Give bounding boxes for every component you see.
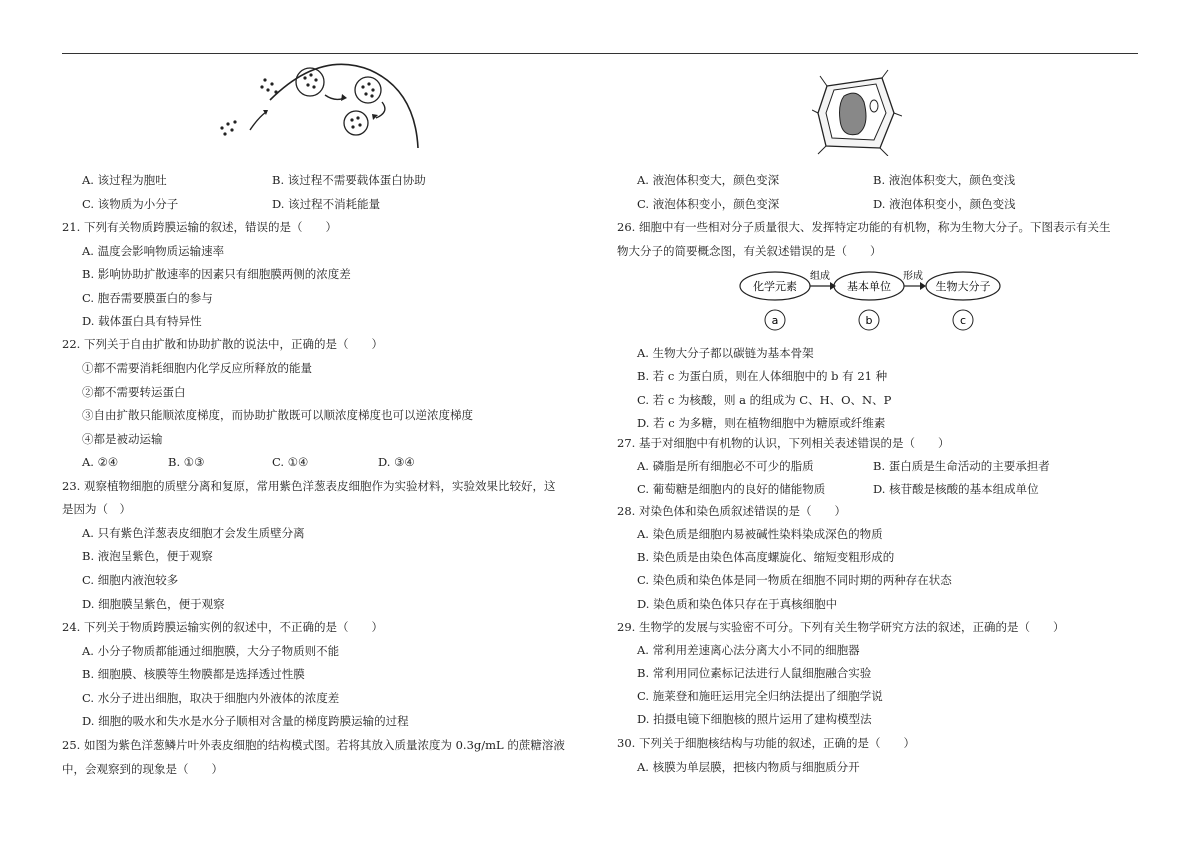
q29-option-b: B. 常利用同位素标记法进行人鼠细胞融合实验 <box>637 666 872 680</box>
q21-option-a: A. 温度会影响物质运输速率 <box>82 244 225 258</box>
q20-option-c: C. 该物质为小分子 <box>82 197 179 211</box>
q24-option-b: B. 细胞膜、核膜等生物膜都是选择透过性膜 <box>82 667 305 681</box>
q21-option-c: C. 胞吞需要膜蛋白的参与 <box>82 291 213 305</box>
q24-stem: 24. 下列关于物质跨膜运输实例的叙述中，不正确的是（ ） <box>62 620 383 634</box>
q23-option-c: C. 细胞内液泡较多 <box>82 573 179 587</box>
q26-option-b: B. 若 c 为蛋白质，则在人体细胞中的 b 有 21 种 <box>637 369 888 383</box>
label-a: a <box>771 314 779 327</box>
q24-option-a: A. 小分子物质都能通过细胞膜，大分子物质则不能 <box>82 644 340 658</box>
q24-option-c: C. 水分子进出细胞，取决于细胞内外液体的浓度差 <box>82 691 340 705</box>
q22-stem: 22. 下列关于自由扩散和协助扩散的说法中，正确的是（ ） <box>62 337 383 351</box>
q23-stem-line1: 23. 观察植物细胞的质壁分离和复原，常用紫色洋葱表皮细胞作为实验材料，实验效果比较好，这 <box>62 479 556 493</box>
endocytosis-figure <box>210 60 430 150</box>
q22-statement-3: ③自由扩散只能顺浓度梯度，而协助扩散既可以顺浓度梯度也可以逆浓度梯度 <box>82 408 473 422</box>
q26-option-d: D. 若 c 为多糖，则在植物细胞中为糖原或纤维素 <box>637 416 886 430</box>
q25-option-b: B. 液泡体积变大，颜色变浅 <box>873 173 1016 187</box>
q22-option-d: D. ③④ <box>378 455 415 469</box>
arrow-label-form: 形成 <box>903 271 923 282</box>
q20-option-a: A. 该过程为胞吐 <box>82 173 167 187</box>
header-rule <box>62 53 1138 54</box>
concept-map-figure <box>738 266 1008 334</box>
q27-option-b: B. 蛋白质是生命活动的主要承担者 <box>873 459 1050 473</box>
q25-option-d: D. 液泡体积变小，颜色变浅 <box>873 197 1016 211</box>
q21-stem: 21. 下列有关物质跨膜运输的叙述，错误的是（ ） <box>62 220 337 234</box>
q26-option-c: C. 若 c 为核酸，则 a 的组成为 C、H、O、N、P <box>637 393 892 407</box>
q27-option-d: D. 核苷酸是核酸的基本组成单位 <box>873 482 1039 496</box>
q22-option-b: B. ①③ <box>168 455 205 469</box>
q28-stem: 28. 对染色体和染色质叙述错误的是（ ） <box>617 504 846 518</box>
q23-option-b: B. 液泡呈紫色，便于观察 <box>82 549 213 563</box>
q22-option-a: A. ②④ <box>82 455 119 469</box>
q20-option-d: D. 该过程不消耗能量 <box>272 197 381 211</box>
q28-option-c: C. 染色质和染色体是同一物质在细胞不同时期的两种存在状态 <box>637 573 952 587</box>
q30-stem: 30. 下列关于细胞核结构与功能的叙述，正确的是（ ） <box>617 736 915 750</box>
q28-option-d: D. 染色质和染色体只存在于真核细胞中 <box>637 597 838 611</box>
q28-option-b: B. 染色质是由染色体高度螺旋化、缩短变粗形成的 <box>637 550 895 564</box>
q26-stem-line1: 26. 细胞中有一些相对分子质量很大、发挥特定功能的有机物，称为生物大分子。下图表示有关生 <box>617 220 1111 234</box>
q30-option-a: A. 核膜为单层膜，把核内物质与细胞质分开 <box>637 760 860 774</box>
concept-node-elements: 化学元素 <box>753 280 797 293</box>
q27-option-c: C. 葡萄糖是细胞内的良好的储能物质 <box>637 482 826 496</box>
q24-option-d: D. 细胞的吸水和失水是水分子顺相对含量的梯度跨膜运输的过程 <box>82 714 409 728</box>
q27-stem: 27. 基于对细胞中有机物的认识，下列相关表述错误的是（ ） <box>617 436 950 450</box>
label-c: c <box>959 314 967 327</box>
q22-statement-1: ①都不需要消耗细胞内化学反应所释放的能量 <box>82 361 312 375</box>
q22-option-c: C. ①④ <box>272 455 309 469</box>
onion-cell-figure <box>812 68 902 156</box>
q29-option-d: D. 拍摄电镜下细胞核的照片运用了建构模型法 <box>637 712 872 726</box>
q25-stem-line1: 25. 如图为紫色洋葱鳞片叶外表皮细胞的结构模式图。若将其放入质量浓度为 0.3g/mL 的蔗糖溶液 <box>62 738 565 752</box>
q23-option-d: D. 细胞膜呈紫色，便于观察 <box>82 597 225 611</box>
q26-stem-line2: 物大分子的简要概念图，有关叙述错误的是（ ） <box>617 244 882 258</box>
q29-option-a: A. 常利用差速离心法分离大小不同的细胞器 <box>637 643 860 657</box>
q20-option-b: B. 该过程不需要载体蛋白协助 <box>272 173 426 187</box>
q23-stem-line2: 是因为（ ） <box>62 502 131 516</box>
q29-option-c: C. 施莱登和施旺运用完全归纳法提出了细胞学说 <box>637 689 883 703</box>
q23-option-a: A. 只有紫色洋葱表皮细胞才会发生质壁分离 <box>82 526 305 540</box>
q26-option-a: A. 生物大分子都以碳链为基本骨架 <box>637 346 814 360</box>
q27-option-a: A. 磷脂是所有细胞必不可少的脂质 <box>637 459 814 473</box>
label-b: b <box>865 314 873 327</box>
concept-node-macromolecule: 生物大分子 <box>935 280 991 293</box>
q22-statement-4: ④都是被动运输 <box>82 432 163 446</box>
q28-option-a: A. 染色质是细胞内易被碱性染料染成深色的物质 <box>637 527 883 541</box>
q21-option-b: B. 影响协助扩散速率的因素只有细胞膜两侧的浓度差 <box>82 267 351 281</box>
q25-option-c: C. 液泡体积变小，颜色变深 <box>637 197 780 211</box>
q29-stem: 29. 生物学的发展与实验密不可分。下列有关生物学研究方法的叙述，正确的是（ ） <box>617 620 1065 634</box>
q25-stem-line2: 中，会观察到的现象是（ ） <box>62 762 223 776</box>
q25-option-a: A. 液泡体积变大，颜色变深 <box>637 173 780 187</box>
q21-option-d: D. 载体蛋白具有特异性 <box>82 314 202 328</box>
arrow-label-compose: 组成 <box>810 271 830 282</box>
q22-statement-2: ②都不需要转运蛋白 <box>82 385 186 399</box>
concept-node-units: 基本单位 <box>847 280 891 293</box>
